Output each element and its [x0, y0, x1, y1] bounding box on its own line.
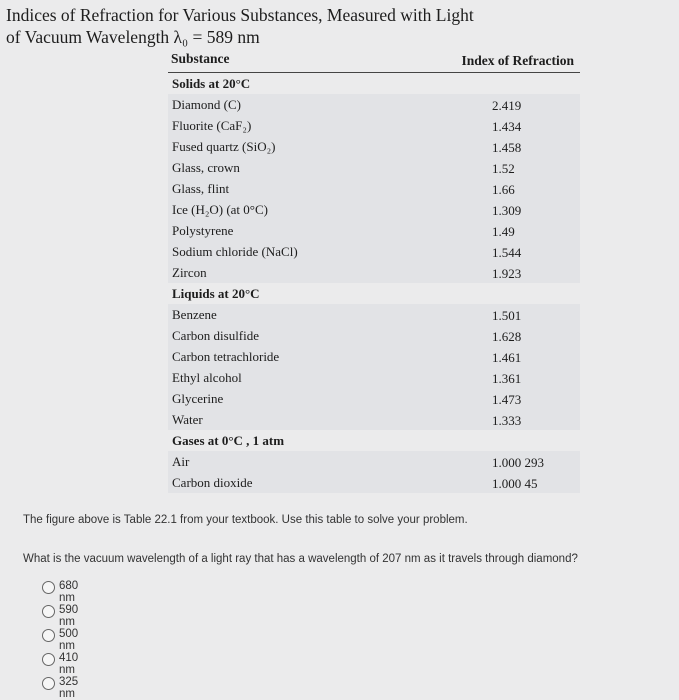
refractive-index: 1.544 [492, 245, 522, 260]
page-title: Indices of Refraction for Various Substances, Measured with Light of Vacuum Wavelength λ₀ = 589 nm [6, 5, 474, 47]
table-row [168, 199, 580, 220]
refractive-index: 1.434 [492, 119, 522, 134]
substance-name: Sodium chloride (NaCl) [172, 244, 298, 259]
refractive-index: 1.473 [492, 392, 522, 407]
option-label: 500 nm [59, 628, 79, 652]
substance-name: Carbon dioxide [172, 475, 253, 490]
substance-name: Diamond (C) [172, 97, 241, 112]
question-text: What is the vacuum wavelength of a light ray that has a wavelength of 207 nm as it travels through diamond? [23, 553, 578, 565]
substance-name: Glass, crown [172, 160, 240, 175]
row-shading [168, 178, 580, 199]
option-label: 590 nm [59, 604, 79, 628]
radio-button[interactable] [42, 653, 55, 666]
radio-button[interactable] [42, 629, 55, 642]
substance-name: Air [172, 454, 190, 469]
refraction-table [168, 48, 580, 493]
option-label: 410 nm [59, 652, 79, 676]
table-row [168, 409, 580, 430]
table-row [168, 388, 580, 409]
section-heading-label: Solids at 20°C [172, 76, 251, 91]
refractive-index: 1.333 [492, 413, 522, 428]
refractive-index: 1.49 [492, 224, 515, 239]
radio-button[interactable] [42, 677, 55, 690]
table-row [168, 178, 580, 199]
substance-name: Glass, flint [172, 181, 230, 196]
table-row [168, 157, 580, 178]
table-body [168, 73, 580, 493]
table-header [168, 48, 580, 73]
table-row [168, 241, 580, 262]
refractive-index: 1.458 [492, 140, 522, 155]
substance-name: Carbon tetrachloride [172, 349, 280, 364]
refractive-index: 2.419 [492, 98, 522, 113]
table-row [168, 115, 580, 136]
table-row [168, 346, 580, 367]
refractive-index: 1.66 [492, 182, 515, 197]
substance-name: Ethyl alcohol [172, 370, 242, 385]
radio-button[interactable] [42, 581, 55, 594]
refractive-index: 1.501 [492, 308, 522, 323]
header-index: Index of Refraction [461, 53, 574, 68]
instruction-text: The figure above is Table 22.1 from your textbook. Use this table to solve your problem. [23, 514, 468, 526]
substance-name: Benzene [172, 307, 217, 322]
substance-name: Zircon [172, 265, 207, 280]
radio-button[interactable] [42, 605, 55, 618]
section-heading-label: Gases at 0°C , 1 atm [172, 433, 285, 448]
table-row [168, 325, 580, 346]
section-heading [168, 73, 580, 94]
substance-name: Water [172, 412, 203, 427]
header-substance: Substance [171, 51, 230, 66]
substance-name: Carbon disulfide [172, 328, 260, 343]
section-heading [168, 283, 580, 304]
refractive-index: 1.000 293 [492, 455, 544, 470]
table-row [168, 136, 580, 157]
substance-name: Ice (H₂O) (at 0°C) [172, 202, 268, 217]
refractive-index: 1.309 [492, 203, 522, 218]
table-row [168, 304, 580, 325]
option-label: 680 nm [59, 580, 79, 604]
substance-name: Polystyrene [172, 223, 234, 238]
refractive-index: 1.000 45 [492, 476, 538, 491]
section-heading-label: Liquids at 20°C [172, 286, 260, 301]
option-label: 325 nm [59, 676, 79, 700]
table-row [168, 451, 580, 472]
refractive-index: 1.461 [492, 350, 522, 365]
table-row [168, 262, 580, 283]
refractive-index: 1.923 [492, 266, 522, 281]
substance-name: Fluorite (CaF₂) [172, 118, 252, 133]
substance-name: Glycerine [172, 391, 224, 406]
substance-name: Fused quartz (SiO₂) [172, 139, 276, 154]
section-heading [168, 430, 580, 451]
table-row [168, 220, 580, 241]
refractive-index: 1.52 [492, 161, 515, 176]
table-row [168, 94, 580, 115]
refractive-index: 1.628 [492, 329, 522, 344]
table-row [168, 367, 580, 388]
table-row [168, 472, 580, 493]
refractive-index: 1.361 [492, 371, 522, 386]
